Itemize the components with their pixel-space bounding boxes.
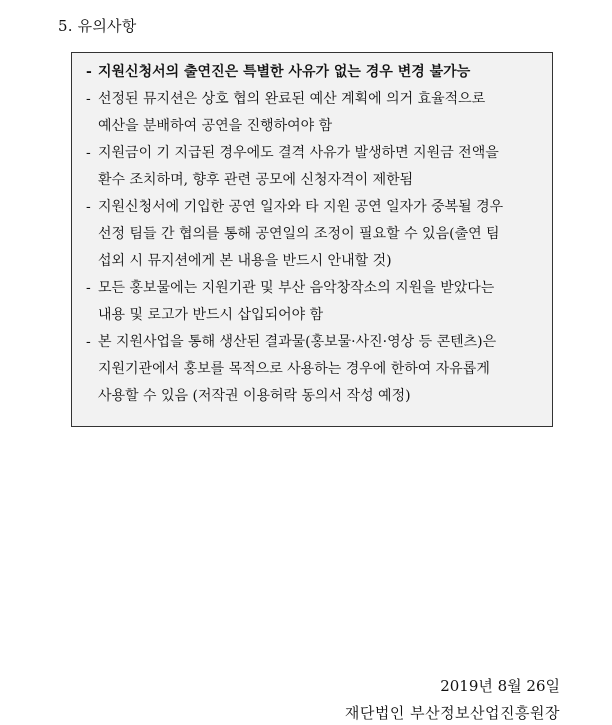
bullet-dash: - xyxy=(86,280,91,296)
notice-item-2 xyxy=(86,86,546,140)
notice-line: 모든 홍보물에는 지원기관 및 부산 음악창작소의 지원을 받았다는 xyxy=(98,280,495,296)
issuing-organization: 재단법인 부산정보산업진흥원장 xyxy=(344,704,560,722)
bullet-dash: - xyxy=(86,64,92,80)
notice-line: 환수 조치하며, 향후 관련 공모에 신청자격이 제한됨 xyxy=(98,172,414,188)
notice-item-1 xyxy=(86,59,546,86)
notice-item-5 xyxy=(86,275,546,329)
notice-line: 지원신청서에 기입한 공연 일자와 타 지원 공연 일자가 중복될 경우 xyxy=(98,199,504,215)
notice-line: 본 지원사업을 통해 생산된 결과물(홍보물·사진·영상 등 콘텐츠)은 xyxy=(98,334,497,350)
notice-line: 지원금이 기 지급된 경우에도 결격 사유가 발생하면 지원금 전액을 xyxy=(98,145,499,161)
notice-line: 예산을 분배하여 공연을 진행하여야 함 xyxy=(98,118,333,134)
notice-box xyxy=(71,52,553,427)
bullet-dash: - xyxy=(86,334,91,350)
notice-item-6 xyxy=(86,329,546,410)
bullet-dash: - xyxy=(86,145,91,161)
notice-line: 지원기관에서 홍보를 목적으로 사용하는 경우에 한하여 자유롭게 xyxy=(98,361,490,377)
document-date: 2019년 8월 26일 xyxy=(440,677,560,695)
notice-line: 섭외 시 뮤지션에게 본 내용을 반드시 안내할 것) xyxy=(98,253,392,269)
bullet-dash: - xyxy=(86,91,91,107)
notice-line: 지원신청서의 출연진은 특별한 사유가 없는 경우 변경 불가능 xyxy=(98,64,471,80)
notice-item-4 xyxy=(86,194,546,275)
notice-line: 사용할 수 있음 (저작권 이용허락 동의서 작성 예정) xyxy=(98,388,411,404)
notice-item-3 xyxy=(86,140,546,194)
bullet-dash: - xyxy=(86,199,91,215)
notice-line: 선정된 뮤지션은 상호 협의 완료된 예산 계획에 의거 효율적으로 xyxy=(98,91,486,107)
notice-line: 선정 팀들 간 협의를 통해 공연일의 조정이 필요할 수 있음(출연 팀 xyxy=(98,226,500,242)
section-title: 5. 유의사항 xyxy=(58,17,137,35)
notice-line: 내용 및 로고가 반드시 삽입되어야 함 xyxy=(98,307,324,323)
